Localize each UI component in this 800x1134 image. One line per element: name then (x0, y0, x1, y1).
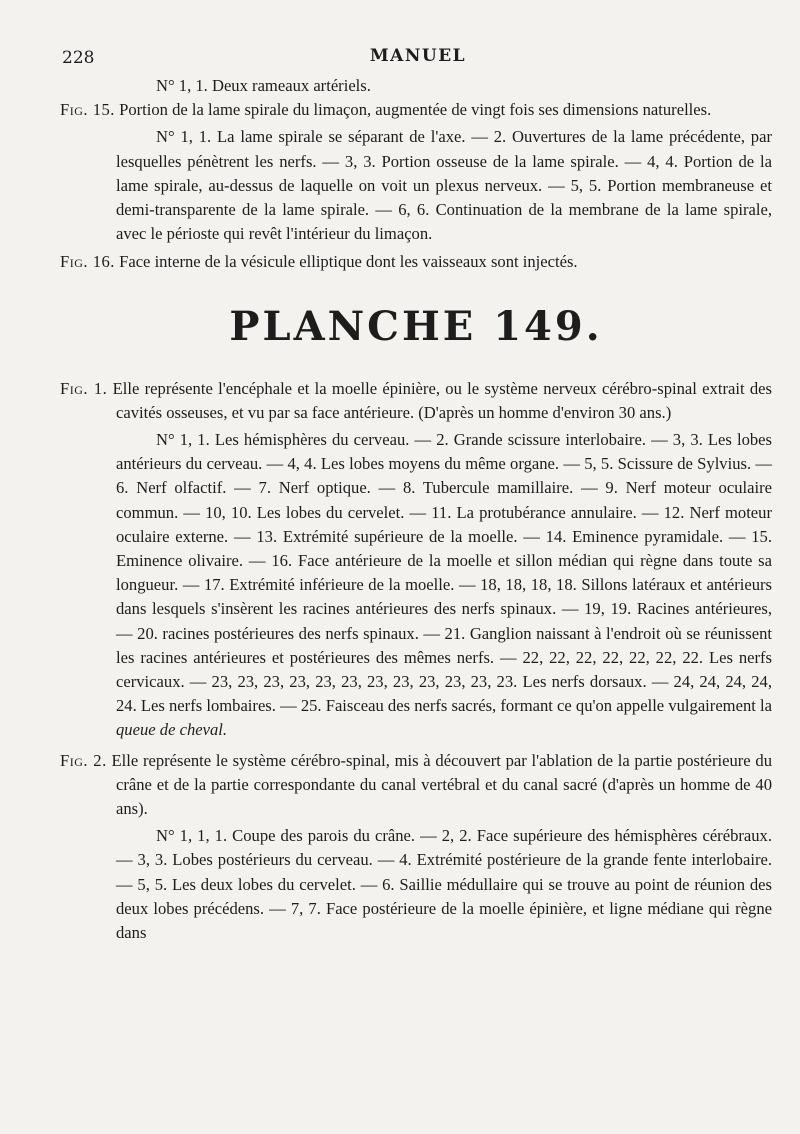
numbered-list-item: N° 1, 1. Deux rameaux artériels. (156, 76, 371, 95)
figure-caption (60, 250, 772, 274)
figure-label: Fig. 2. (60, 750, 107, 770)
figure-caption-text: Portion de la lame spirale du limaçon, augmentée de vingt fois ses dimensions naturelles. (119, 100, 712, 120)
figure-label: Fig. 15. (60, 100, 115, 120)
legend-text: N° 1, 1. Les hémisphères du cerveau. — 2. Grande scissure interlobaire. — 3, 3. Les lobes antérieurs du cerveau. — 4, 4. Les lobes moyens du même organe. — 5, 5. Scissure de Sylvius. — 6. Nerf olfactif. — 7. Nerf optique. — 8. Tubercule mamillaire. — 9. Nerf moteur oculaire commun. — 10, 10. Les lobes du cervelet. — 11. La protubérance annulaire. — 12. Nerf moteur oculaire externe. — 13. Extrémité supérieure de la moelle. — 14. Eminence pyramidale. — 15. Eminence olivaire. — 16. Face antérieure de la moelle et sillon médian qui règne dans toute sa longueur. — 17. Extrémité inférieure de la moelle. — 18, 18, 18, 18. Sillons latéraux et antérieurs dans lesquels s'insèrent les racines antérieures des nerfs spinaux. — 19, 19. Racines antérieures, — 20. racines postérieures des nerfs spinaux. — 21. Ganglion naissant à l'endroit où se réunissent les racines antérieures et postérieures des mêmes nerfs. — 22, 22, 22, 22, 22, 22, 22. Les nerfs cervicaux. — 23, 23, 23, 23, 23, 23, 23, 23, 23, 23, 23, 23. Les nerfs dorsaux. — 24, 24, 24, 24, 24. Les nerfs lombaires. — 25. Faisceau des nerfs sacrés, formant ce qu'on appelle vulgairement la (116, 430, 772, 716)
plate-heading: PLANCHE 149. (229, 302, 603, 350)
figure-caption (60, 98, 772, 122)
legend-italic-term: queue de cheval. (116, 720, 228, 740)
legend-paragraph (60, 428, 772, 743)
legend-paragraph: N° 1, 1, 1. Coupe des parois du crâne. — 2, 2. Face supérieure des hémisphères cérébraux. — 3, 3. Lobes postérieurs du cerveau. — 4. Extrémité postérieure de la grande fente interlobaire. — 5, 5. Les deux lobes du cervelet. — 6. Saillie médullaire qui se trouve au point de réunion des deux lobes précédens. — 7, 7. Face postérieure de la moelle épinière, et ligne médiane qui règne dans (116, 826, 772, 943)
figure-caption (60, 377, 772, 425)
page-header (58, 44, 778, 74)
running-title: MANUEL (369, 46, 467, 66)
figure-label: Fig. 16. (60, 252, 115, 272)
figure-caption-text: Elle représente l'encéphale et la moelle épinière, ou le système nerveux cérébro-spinal extrait des cavités osseuses, et vu par sa face antérieure. (D'après un homme d'environ 30 ans.) (112, 378, 772, 422)
page-body (60, 74, 772, 945)
figure-caption (60, 749, 772, 822)
figure-label: Fig. 1. (60, 378, 108, 398)
page-number: 228 (62, 48, 95, 68)
figure-caption-text: Face interne de la vésicule elliptique dont les vaisseaux sont injectés. (119, 252, 578, 272)
figure-caption-text: Elle représente le système cérébro-spinal, mis à découvert par l'ablation de la partie postérieure du crâne et de la partie correspondante du canal vertébral et du canal sacré (d'après un homme de 40 ans). (111, 750, 772, 819)
legend-paragraph: N° 1, 1. La lame spirale se séparant de l'axe. — 2. Ouvertures de la lame précédente, par lesquelles pénètrent les nerfs. — 3, 3. Portion osseuse de la lame spirale. — 4, 4. Portion de la lame spirale, au-dessus de laquelle on voit un plexus nerveux. — 5, 5. Portion membraneuse et demi-transparente de la lame spirale. — 6, 6. Continuation de la membrane de la lame spirale, avec le périoste qui revêt l'intérieur du limaçon. (116, 127, 772, 244)
